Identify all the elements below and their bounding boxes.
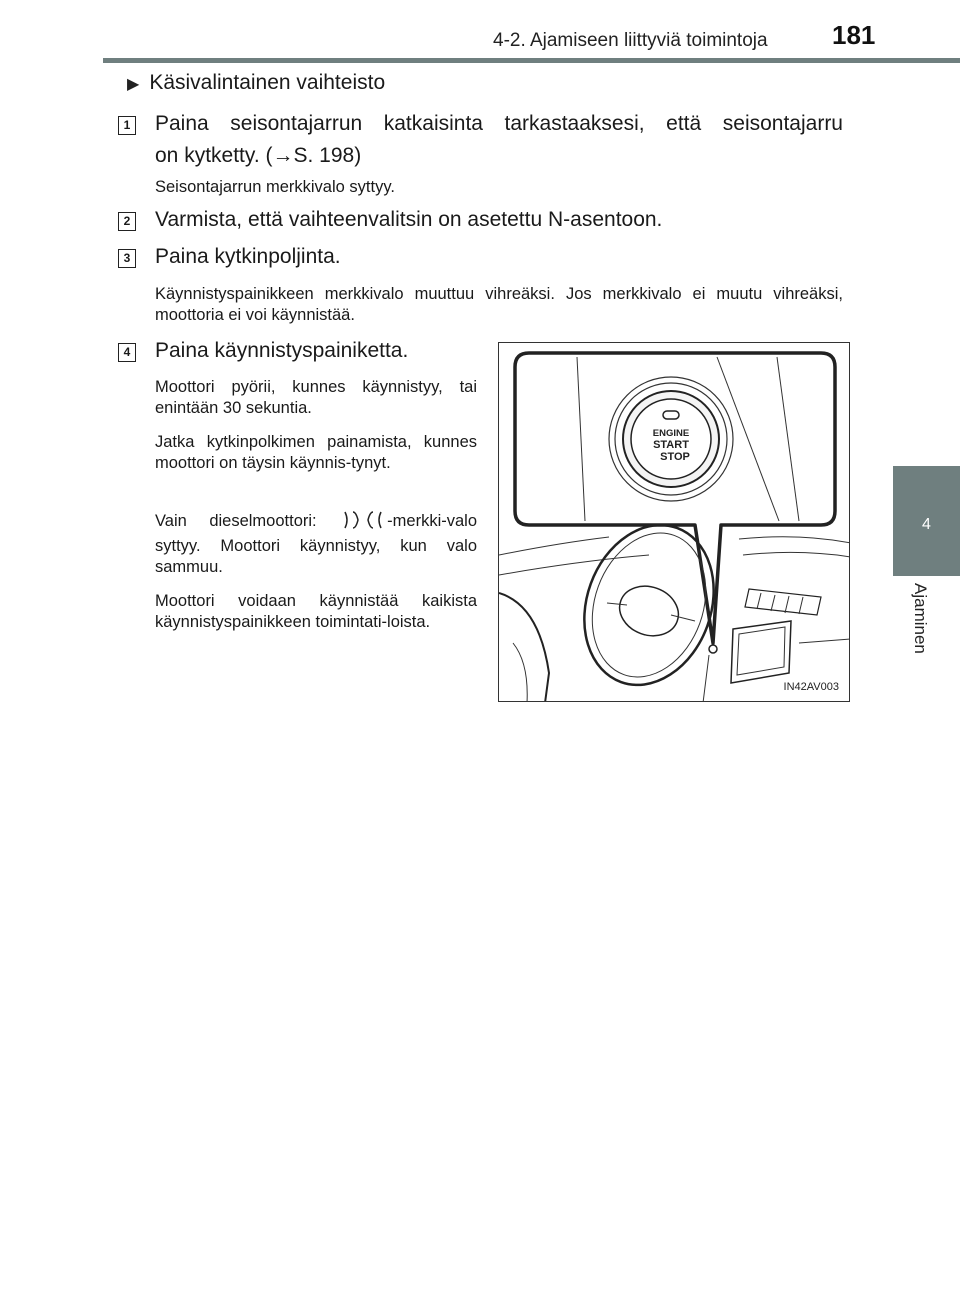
step-4-note-4: Moottori voidaan käynnistää kaikista käynnistyspainikkeen toimintati-loista. bbox=[155, 592, 477, 631]
step-4-text: Paina käynnistyspainiketta. bbox=[155, 339, 409, 362]
dashboard-drawing bbox=[499, 343, 850, 702]
step-number-1: 1 bbox=[118, 116, 136, 135]
button-label-engine: ENGINE bbox=[652, 428, 690, 439]
diesel-prefix: Vain dieselmoottori: bbox=[155, 512, 317, 530]
chapter-label: Ajaminen bbox=[911, 583, 930, 654]
step-4-note-1: Moottori pyörii, kunnes käynnistyy, tai enintään 30 sekuntia. bbox=[155, 378, 477, 417]
step-number-3: 3 bbox=[118, 249, 136, 268]
page-number: 181 bbox=[832, 20, 876, 50]
section-heading bbox=[127, 71, 385, 95]
step-4-note-3 bbox=[155, 508, 477, 578]
step-1-line1: Paina seisontajarrun katkaisinta tarkastaaksesi, että seisontajarru bbox=[155, 112, 843, 135]
step-1-note: Seisontajarrun merkkivalo syttyy. bbox=[155, 178, 395, 196]
step-number-4: 4 bbox=[118, 343, 136, 362]
diesel-rest: -merkki-valo syttyy. Moottori käynnistyy, kun valo sammuu. bbox=[155, 512, 477, 576]
step-4-note-2: Jatka kytkinpolkimen painamista, kunnes moottori on täysin käynnis-tynyt. bbox=[155, 433, 477, 472]
glow-plug-icon bbox=[341, 508, 385, 536]
step-1-text bbox=[155, 108, 843, 172]
chapter-number: 4 bbox=[922, 516, 931, 533]
figure-code: IN42AV003 bbox=[783, 681, 839, 693]
chapter-tab bbox=[893, 466, 960, 576]
section-title: 4-2. Ajamiseen liittyviä toimintoja bbox=[493, 30, 768, 51]
heading-text: Käsivalintainen vaihteisto bbox=[149, 71, 386, 94]
button-label-start: START bbox=[653, 439, 689, 451]
step-2-text: Varmista, että vaihteenvalitsin on asetettu N-asentoon. bbox=[155, 208, 663, 231]
header-rule bbox=[103, 58, 960, 63]
triangle-right-icon: ▶ bbox=[127, 76, 140, 93]
engine-start-illustration bbox=[498, 342, 850, 702]
step-number-2: 2 bbox=[118, 212, 136, 231]
button-label-stop: STOP bbox=[660, 451, 690, 463]
step-3-note: Käynnistyspainikkeen merkkivalo muuttuu vihreäksi. Jos merkkivalo ei muutu vihreäksi, moottoria ei voi käynnistää. bbox=[155, 285, 843, 324]
step-1-line2: on kytketty. (→S. 198) bbox=[155, 144, 362, 167]
step-3-text: Paina kytkinpoljinta. bbox=[155, 245, 341, 268]
